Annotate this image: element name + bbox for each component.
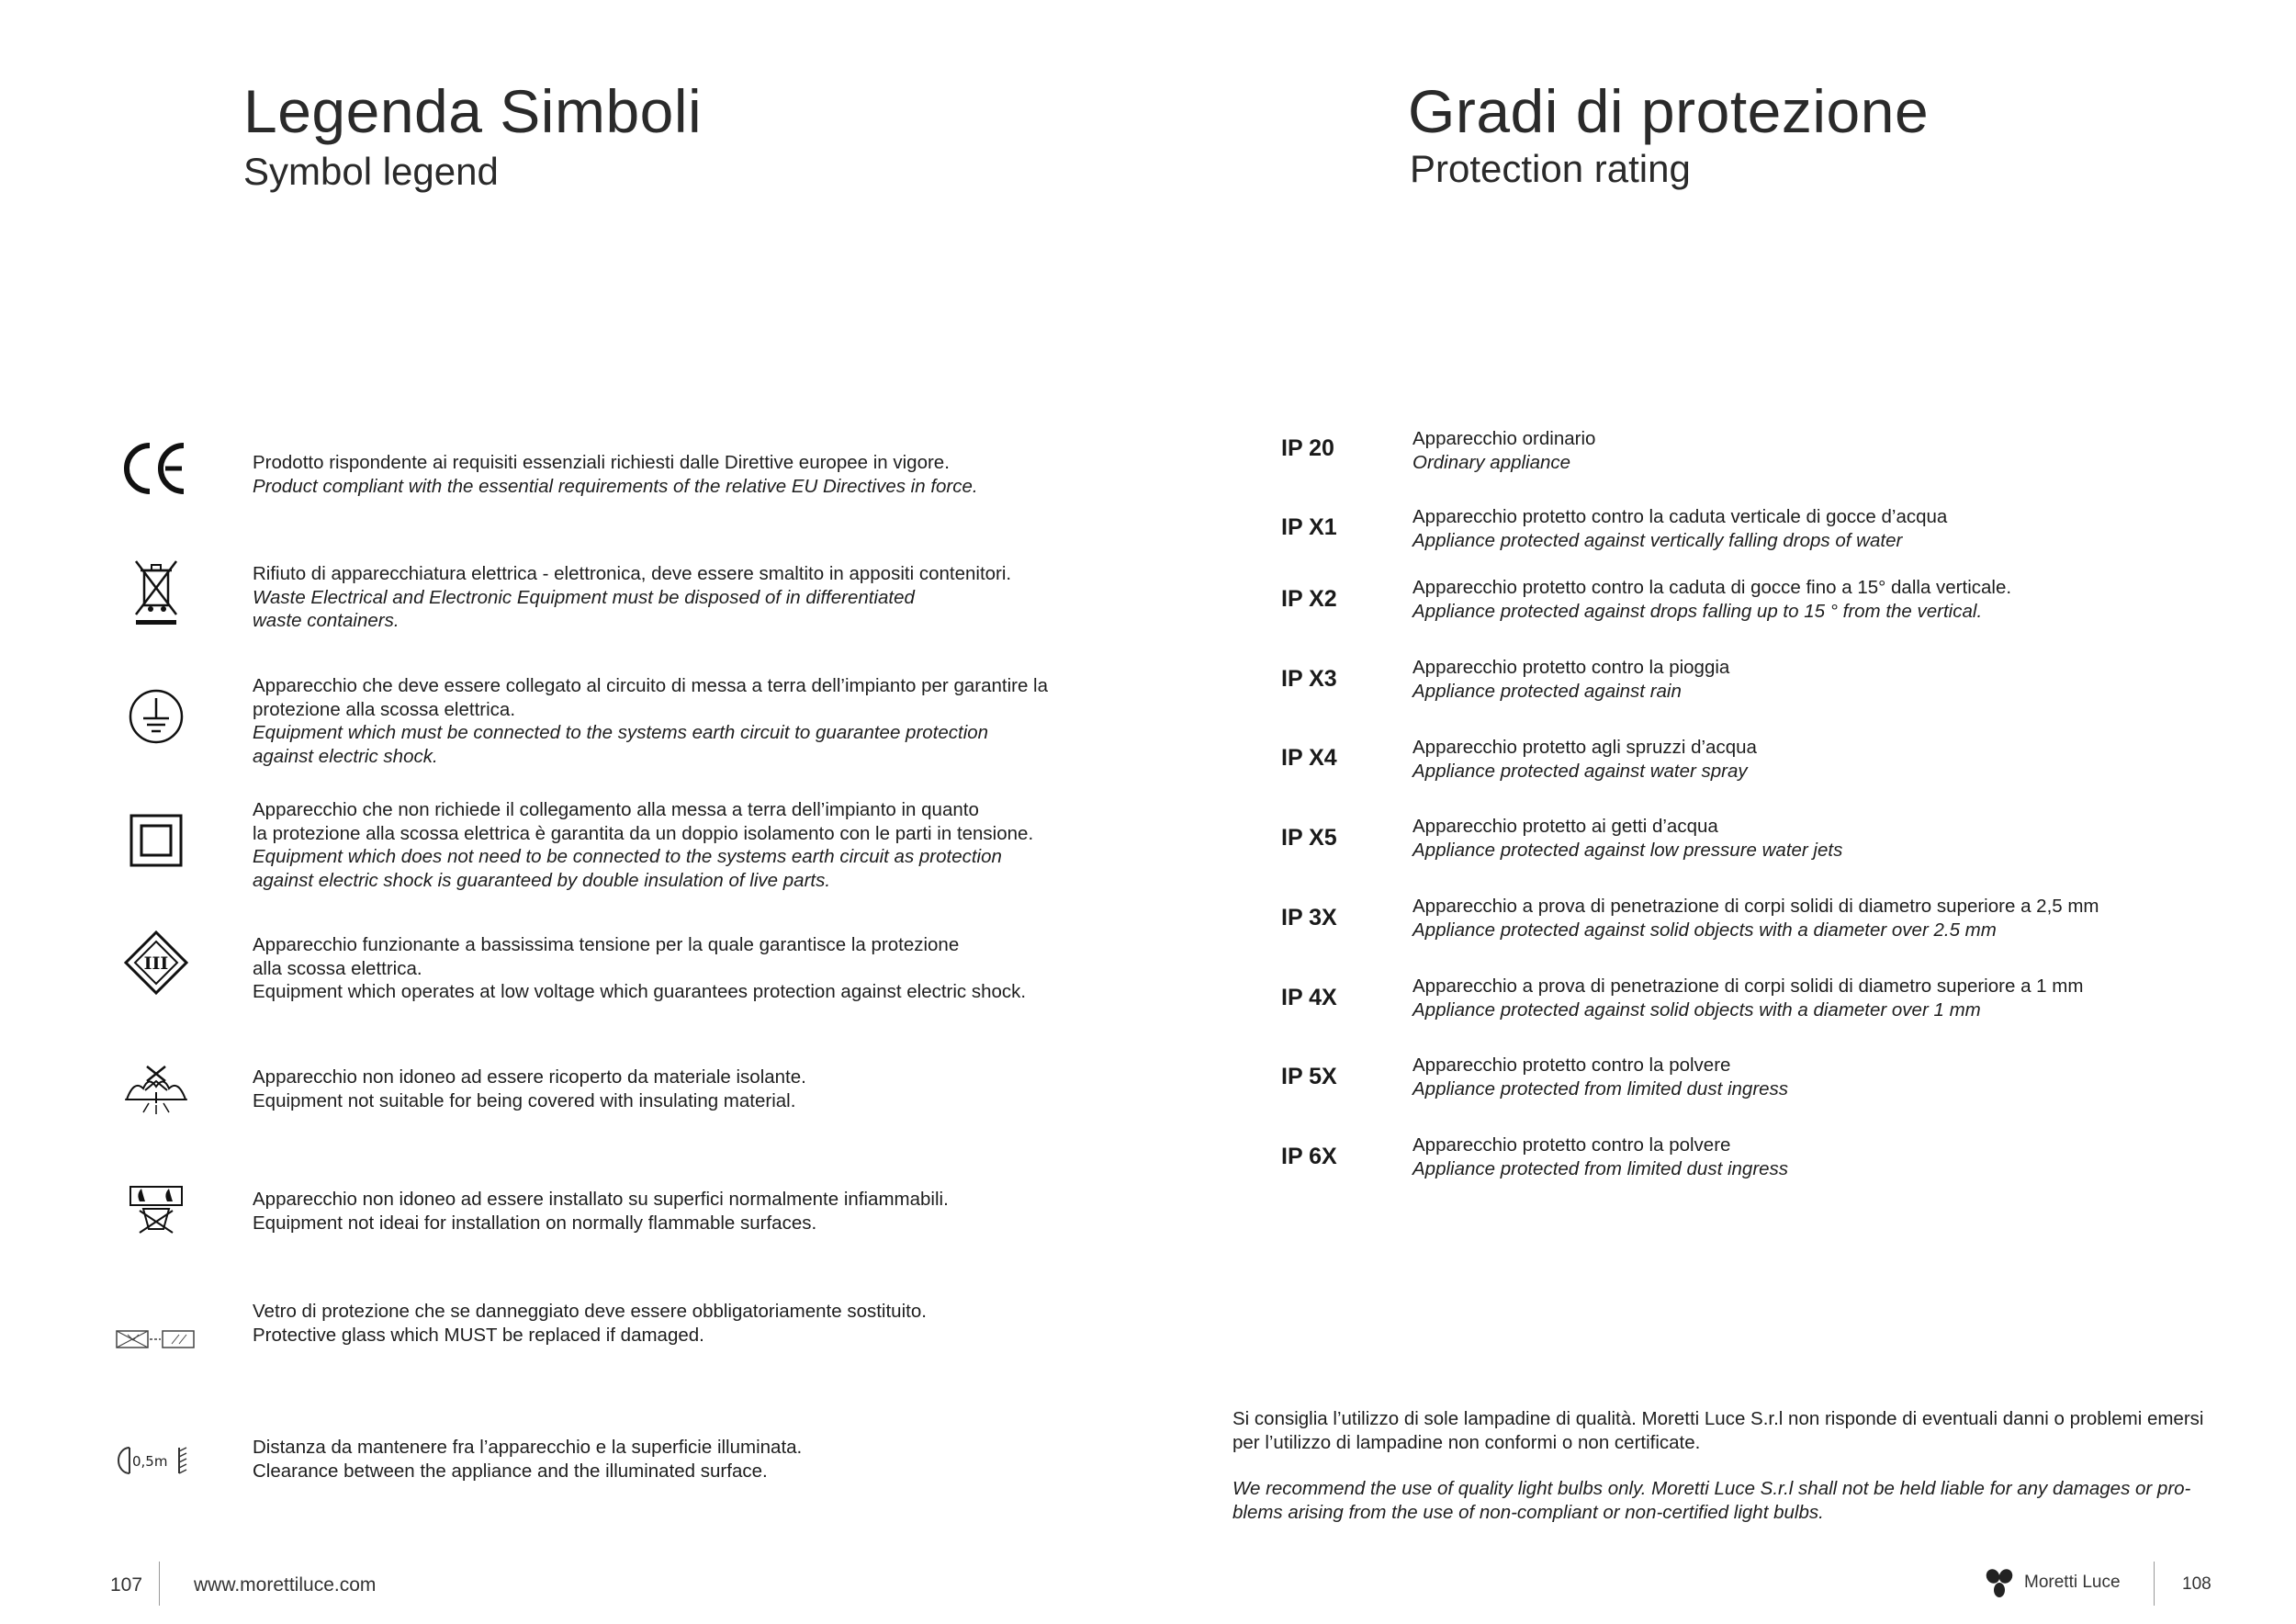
weee-bin-icon <box>115 551 197 634</box>
ip-desc-ipx1 <box>1412 505 1947 552</box>
ip-desc-ip20 <box>1412 427 1595 474</box>
ipx2-it: Apparecchio protetto contro la caduta di gocce fino a 15° dalla verticale. <box>1412 577 2012 598</box>
no-insulation-cover-icon <box>115 1049 197 1132</box>
legend-class-iii-it-line1: Apparecchio funzionante a bassissima tensione per la quale garantisce la protezione <box>253 934 960 955</box>
ip-code-ipx2: IP X2 <box>1281 586 1337 612</box>
ip-code-ipx5: IP X5 <box>1281 825 1337 851</box>
legend-weee-en-line1: Waste Electrical and Electronic Equipment must be disposed of in differentiated <box>253 586 915 608</box>
ipx1-it: Apparecchio protetto contro la caduta verticale di gocce d’acqua <box>1412 506 1948 527</box>
bulb-quality-notice <box>1232 1407 2203 1524</box>
legend-weee-en-line2: waste containers. <box>253 610 400 632</box>
legend-class-ii-en-line1: Equipment which does not need to be connected to the systems earth circuit as protection <box>253 846 1002 868</box>
legend-class-iii-en: Equipment which operates at low voltage which guarantees protection against electric shock. <box>253 981 1027 1003</box>
ip3x-it: Apparecchio a prova di penetrazione di corpi solidi di diametro superiore a 2,5 mm <box>1412 896 2099 917</box>
legend-class-ii-en-line2: against electric shock is guaranteed by double insulation of live parts. <box>253 869 831 891</box>
clearance-glyph: 0,5m <box>132 1453 168 1470</box>
right-page-subtitle: Protection rating <box>1410 147 1691 190</box>
ip-code-ip3x: IP 3X <box>1281 905 1337 930</box>
no-flammable-surface-icon <box>115 1168 197 1251</box>
legend-item-class-iii <box>253 933 1026 1004</box>
legend-item-no-flammable <box>253 1188 949 1235</box>
legend-item-weee <box>253 562 1011 633</box>
ip-desc-ip6x <box>1412 1133 1788 1180</box>
brand-name: Moretti Luce <box>2024 1573 2121 1592</box>
ip-desc-ipx4 <box>1412 736 1757 783</box>
ip-desc-ipx2 <box>1412 576 2011 623</box>
ip-desc-ip3x <box>1412 895 2099 942</box>
notice-en-line2: blems arising from the use of non-compliant or non-certified light bulbs. <box>1232 1501 1824 1523</box>
ip-code-ipx1: IP X1 <box>1281 514 1337 540</box>
legend-item-no-cover <box>253 1066 806 1112</box>
ip-code-ipx3: IP X3 <box>1281 666 1337 692</box>
legend-item-ce <box>253 451 978 498</box>
left-page-subtitle: Symbol legend <box>243 150 499 193</box>
legend-item-clearance <box>253 1436 802 1483</box>
legend-item-class-ii <box>253 798 1033 892</box>
ip3x-en: Appliance protected against solid objects with a diameter over 2.5 mm <box>1412 919 1997 941</box>
ipx3-en: Appliance protected against rain <box>1412 680 1682 702</box>
ip-code-ip6x: IP 6X <box>1281 1144 1337 1169</box>
class-iii-glyph: III <box>143 953 169 974</box>
legend-class-iii-it-line2: alla scossa elettrica. <box>253 957 422 979</box>
legend-glass-en: Protective glass which MUST be replaced if damaged. <box>253 1324 704 1346</box>
ip4x-it: Apparecchio a prova di penetrazione di corpi solidi di diametro superiore a 1 mm <box>1412 976 2084 997</box>
ip-desc-ipx5 <box>1412 815 1842 862</box>
ipx3-it: Apparecchio protetto contro la pioggia <box>1412 657 1730 678</box>
ip20-en: Ordinary appliance <box>1412 451 1571 473</box>
legend-earth-it-line1: Apparecchio che deve essere collegato al circuito di messa a terra dell’impianto per garantire la <box>253 675 1049 696</box>
earth-ground-icon <box>115 675 197 758</box>
legend-no-flammable-it: Apparecchio non idoneo ad essere installato su superfici normalmente infiammabili. <box>253 1189 949 1210</box>
ipx2-en: Appliance protected against drops falling up to 15 ° from the vertical. <box>1412 600 1983 622</box>
ip6x-en: Appliance protected from limited dust ingress <box>1412 1157 1789 1179</box>
ip20-it: Apparecchio ordinario <box>1412 428 1596 449</box>
class-iii-low-voltage-icon <box>115 921 197 1004</box>
legend-earth-en-line1: Equipment which must be connected to the systems earth circuit to guarantee protection <box>253 722 989 744</box>
ipx4-en: Appliance protected against water spray <box>1412 760 1748 782</box>
ip-desc-ip5x <box>1412 1054 1788 1100</box>
protective-glass-icon <box>115 1298 197 1381</box>
ip-code-ipx4: IP X4 <box>1281 745 1337 771</box>
clearance-distance-icon <box>115 1419 197 1502</box>
ipx4-it: Apparecchio protetto agli spruzzi d’acqua <box>1412 737 1757 758</box>
legend-glass-it: Vetro di protezione che se danneggiato deve essere obbligatoriamente sostituito. <box>253 1301 927 1322</box>
legend-class-ii-it-line2: la protezione alla scossa elettrica è garantita da un doppio isolamento con le parti in tensione. <box>253 822 1034 844</box>
legend-clearance-en: Clearance between the appliance and the illuminated surface. <box>253 1460 768 1482</box>
footer-divider-right <box>2154 1562 2155 1606</box>
page-number-right: 108 <box>2182 1574 2212 1594</box>
notice-it-line2: per l’utilizzo di lampadine non conformi o non certificate. <box>1232 1431 1701 1453</box>
ip-code-ip4x: IP 4X <box>1281 985 1337 1010</box>
ip-desc-ipx3 <box>1412 656 1729 703</box>
ipx1-en: Appliance protected against vertically falling drops of water <box>1412 529 1903 551</box>
legend-item-earth <box>253 674 1048 768</box>
ipx5-it: Apparecchio protetto ai getti d’acqua <box>1412 816 1718 837</box>
page-number-left: 107 <box>110 1574 143 1596</box>
legend-item-glass <box>253 1300 927 1347</box>
ip-code-ip20: IP 20 <box>1281 435 1334 461</box>
ce-mark-icon <box>115 427 197 510</box>
right-page-title: Gradi di protezione <box>1408 77 1930 145</box>
ip5x-en: Appliance protected from limited dust ingress <box>1412 1077 1789 1100</box>
legend-clearance-it: Distanza da mantenere fra l’apparecchio e la superficie illuminata. <box>253 1437 803 1458</box>
legend-no-flammable-en: Equipment not ideai for installation on normally flammable surfaces. <box>253 1212 817 1234</box>
left-page-title: Legenda Simboli <box>243 77 703 145</box>
ipx5-en: Appliance protected against low pressure water jets <box>1412 839 1843 861</box>
website-link[interactable]: www.morettiluce.com <box>194 1574 377 1596</box>
ip4x-en: Appliance protected against solid objects with a diameter over 1 mm <box>1412 998 1981 1021</box>
legend-earth-en-line2: against electric shock. <box>253 745 438 767</box>
legend-weee-it: Rifiuto di apparecchiatura elettrica - elettronica, deve essere smaltito in appositi contenitori. <box>253 563 1012 584</box>
ip6x-it: Apparecchio protetto contro la polvere <box>1412 1134 1731 1156</box>
legend-ce-en: Product compliant with the essential requirements of the relative EU Directives in force. <box>253 475 978 497</box>
footer-divider-left <box>159 1562 160 1606</box>
moretti-luce-logo-icon <box>1984 1567 2015 1598</box>
legend-class-ii-it-line1: Apparecchio che non richiede il collegamento alla messa a terra dell’impianto in quanto <box>253 799 979 820</box>
legend-earth-it-line2: protezione alla scossa elettrica. <box>253 698 516 720</box>
ip-code-ip5x: IP 5X <box>1281 1064 1337 1089</box>
class-ii-double-insulation-icon <box>115 799 197 882</box>
legend-ce-it: Prodotto rispondente ai requisiti essenziali richiesti dalle Direttive europee in vigore. <box>253 452 950 473</box>
legend-no-cover-it: Apparecchio non idoneo ad essere ricoperto da materiale isolante. <box>253 1066 806 1088</box>
legend-no-cover-en: Equipment not suitable for being covered with insulating material. <box>253 1089 796 1111</box>
ip-desc-ip4x <box>1412 975 2083 1021</box>
notice-it-line1: Si consiglia l’utilizzo di sole lampadine di qualità. Moretti Luce S.r.l non risponde di eventuali danni o problemi emersi <box>1232 1408 2204 1429</box>
notice-en-line1: We recommend the use of quality light bulbs only. Moretti Luce S.r.l shall not be held liable for any damages or pro- <box>1232 1478 2191 1500</box>
ip5x-it: Apparecchio protetto contro la polvere <box>1412 1054 1731 1076</box>
